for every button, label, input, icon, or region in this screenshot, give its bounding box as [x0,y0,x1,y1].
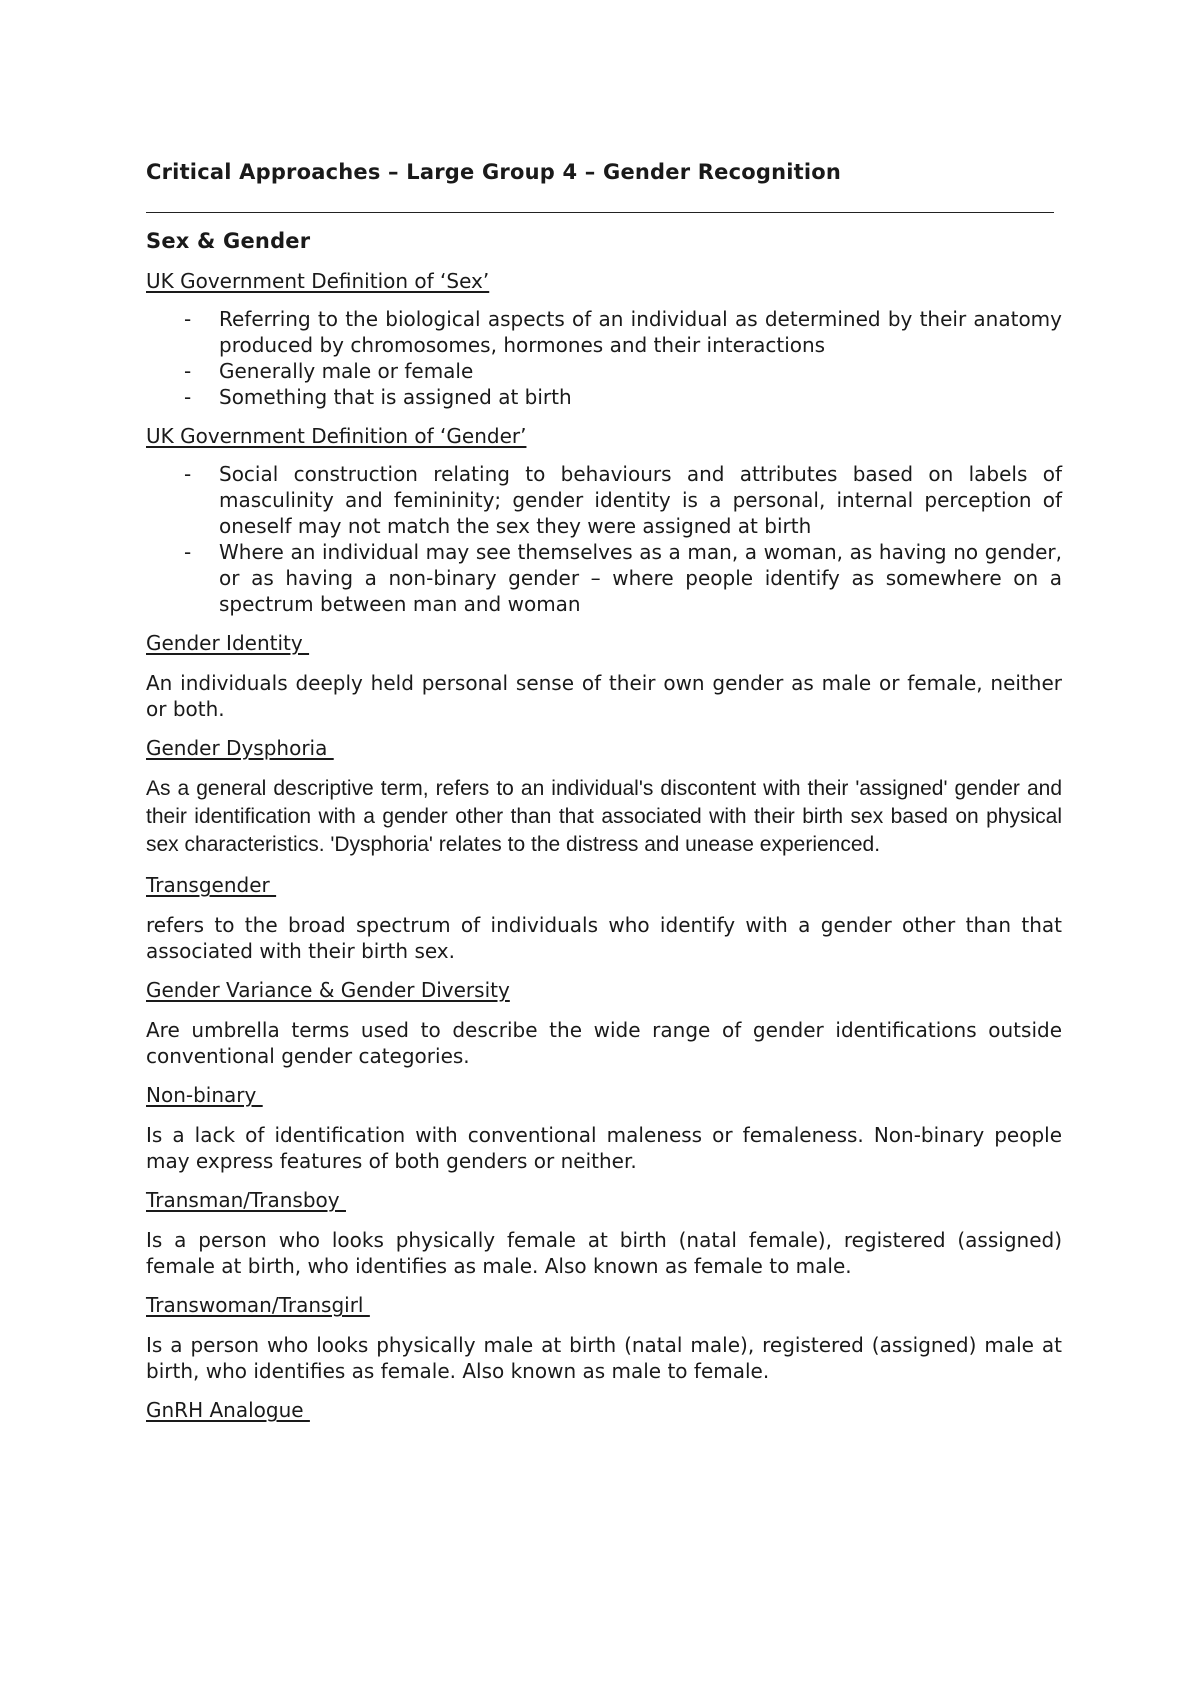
term-heading-transgender: Transgender [146,873,277,897]
term-text-transgender: refers to the broad spectrum of individuals who identify with a gender other than that associated with their birth sex. [146,913,1062,963]
gender-definition-list [146,461,1062,617]
subheading-gender-definition: UK Government Definition of ‘Gender’ [146,424,527,448]
list-item-text: Generally male or female [219,359,474,383]
sex-definition-list [146,306,1062,410]
bullet-dash: - [184,462,192,486]
list-item [146,306,1062,358]
term-heading-gender-identity: Gender Identity [146,631,310,655]
term-heading-transwoman: Transwoman/Transgirl [146,1293,370,1317]
list-item [146,461,1062,539]
bullet-dash: - [184,385,192,409]
bullet-dash: - [184,307,192,331]
list-item-text: Social construction relating to behaviours and attributes based on labels of masculinity and femininity; gender identity is a personal, internal perception of oneself may not match the sex they were assigned at birth [219,462,1062,538]
subheading-sex-definition: UK Government Definition of ‘Sex’ [146,269,490,293]
list-item-text: Referring to the biological aspects of an individual as determined by their anatomy produced by chromosomes, hormones and their interactions [219,307,1062,357]
term-text-non-binary: Is a lack of identification with conventional maleness or femaleness. Non-binary people may express features of both genders or neither. [146,1123,1062,1173]
term-heading-gnrh-analogue: GnRH Analogue [146,1398,310,1422]
term-heading-non-binary: Non-binary [146,1083,263,1107]
list-item [146,358,1062,384]
list-item-text: Where an individual may see themselves as a man, a woman, as having no gender, or as having a non-binary gender – where people identify as somewhere on a spectrum between man and woman [219,540,1062,616]
term-text-gender-dysphoria: As a general descriptive term, refers to an individual's discontent with their 'assigned' gender and their identification with a gender other than that associated with their birth sex based on physical sex characteristics. 'Dysphoria' relates to the distress and unease experienced. [146,777,1062,856]
term-heading-transman: Transman/Transboy [146,1188,346,1212]
term-text-gender-variance: Are umbrella terms used to describe the wide range of gender identifications outside conventional gender categories. [146,1018,1062,1068]
section-heading-sex-gender: Sex & Gender [146,229,311,253]
list-item [146,384,1062,410]
term-heading-gender-dysphoria: Gender Dysphoria [146,736,334,760]
list-item-text: Something that is assigned at birth [219,385,572,409]
term-text-transman: Is a person who looks physically female at birth (natal female), registered (assigned) female at birth, who identifies as male. Also known as female to male. [146,1228,1062,1278]
document-title: Critical Approaches – Large Group 4 – Gender Recognition [146,160,842,184]
title-divider [146,212,1054,213]
bullet-dash: - [184,359,192,383]
document-page [146,158,1062,1423]
term-text-gender-identity: An individuals deeply held personal sense of their own gender as male or female, neither or both. [146,671,1062,721]
term-text-transwoman: Is a person who looks physically male at birth (natal male), registered (assigned) male at birth, who identifies as female. Also known as male to female. [146,1333,1062,1383]
list-item [146,539,1062,617]
bullet-dash: - [184,540,192,564]
term-heading-gender-variance: Gender Variance & Gender Diversity [146,978,510,1002]
